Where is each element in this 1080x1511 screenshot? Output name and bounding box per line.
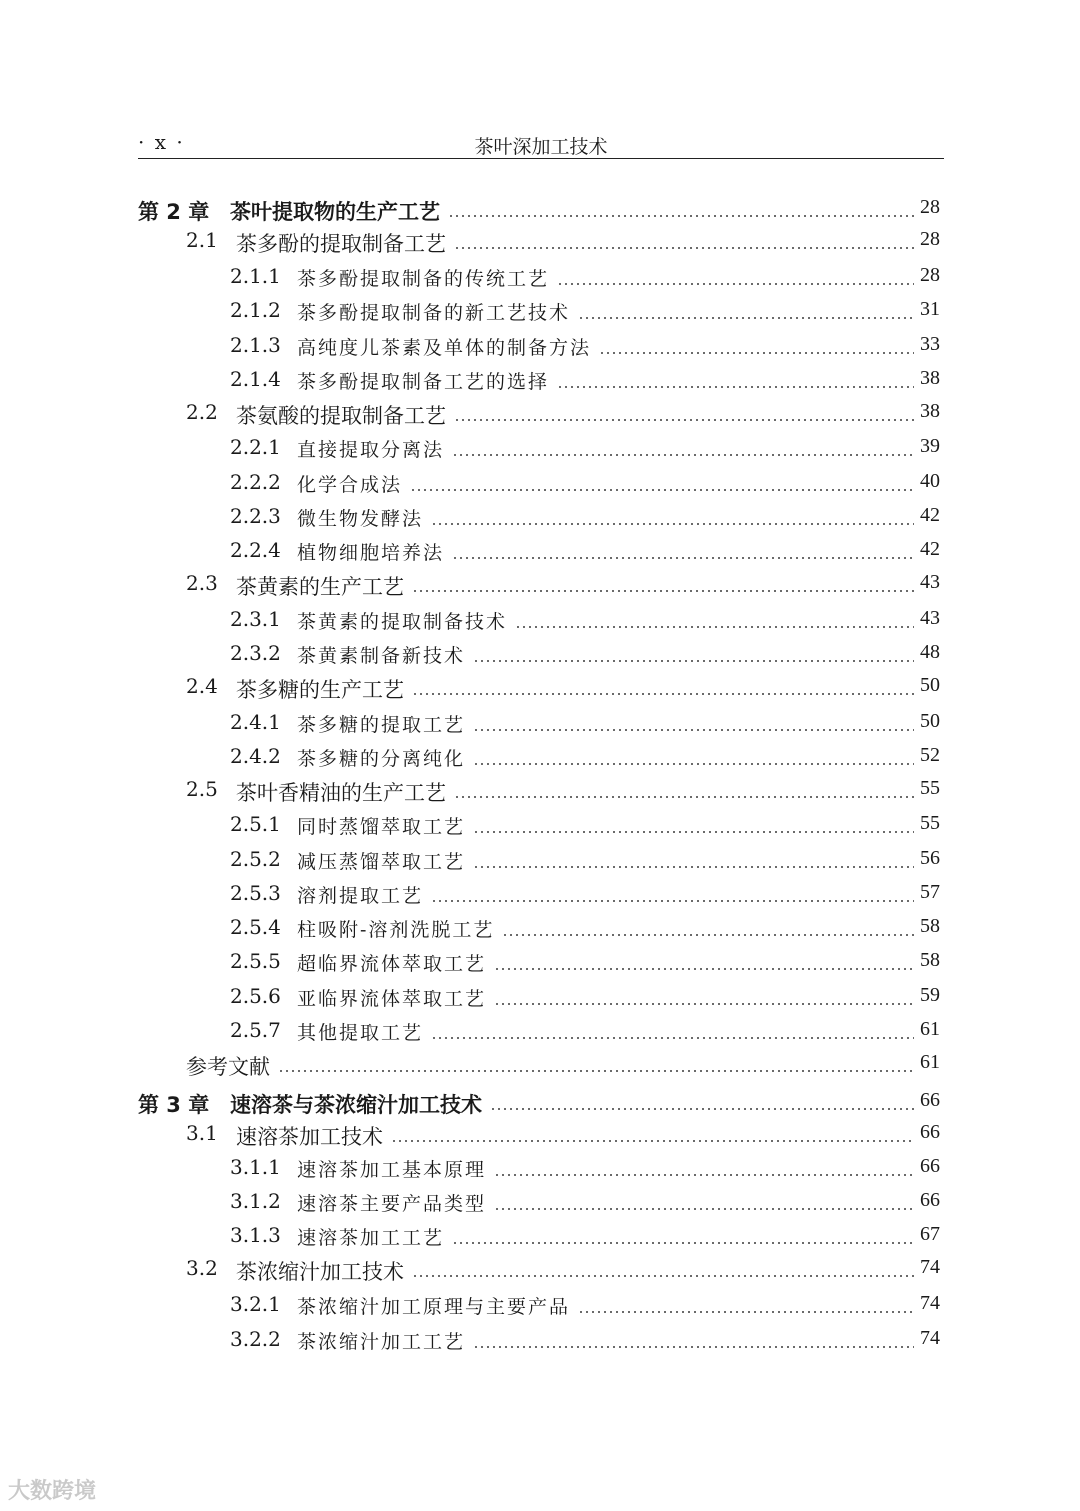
dot-leader bbox=[494, 1208, 914, 1210]
toc-entry[interactable] bbox=[0, 367, 1080, 397]
dot-leader bbox=[578, 1311, 914, 1313]
toc-entry-number: 3.1 bbox=[186, 1121, 218, 1145]
toc-entry-page: 66 bbox=[920, 1089, 940, 1111]
toc-entry-title: 茶叶香精油的生产工艺 bbox=[236, 781, 446, 805]
toc-entry-page: 50 bbox=[920, 674, 940, 696]
toc-entry-page: 58 bbox=[920, 915, 940, 937]
toc-entry[interactable] bbox=[0, 538, 1080, 568]
toc-entry-title: 茶黄素的提取制备技术 bbox=[297, 611, 508, 633]
dot-leader bbox=[452, 454, 914, 456]
toc-entry-number: 2.2 bbox=[186, 400, 218, 424]
dot-leader bbox=[452, 557, 914, 559]
toc-entry[interactable] bbox=[0, 607, 1080, 637]
toc-entry-page: 66 bbox=[920, 1121, 940, 1143]
toc-entry[interactable] bbox=[0, 881, 1080, 911]
toc-entry-title: 同时蒸馏萃取工艺 bbox=[297, 816, 466, 838]
toc-entry-page: 43 bbox=[920, 571, 940, 593]
toc-entry-number: 2.2.3 bbox=[230, 504, 281, 528]
dot-leader bbox=[473, 1346, 914, 1348]
toc-entry-number: 2.5.3 bbox=[230, 881, 281, 905]
toc-entry[interactable] bbox=[0, 264, 1080, 294]
toc-entry-title: 直接提取分离法 bbox=[297, 439, 445, 461]
toc-entry-title: 茶黄素制备新技术 bbox=[297, 645, 466, 667]
toc-entry-page: 67 bbox=[920, 1223, 940, 1245]
toc-entry-number: 3.2.1 bbox=[230, 1292, 281, 1316]
dot-leader bbox=[448, 215, 914, 217]
toc-entry-title: 茶多酚提取制备工艺的选择 bbox=[297, 371, 550, 393]
toc-entry-page: 58 bbox=[920, 949, 940, 971]
page-number: · x · bbox=[138, 130, 185, 154]
toc-entry-page: 57 bbox=[920, 881, 940, 903]
toc-entry[interactable] bbox=[0, 847, 1080, 877]
toc-entry-number: 2.3 bbox=[186, 571, 218, 595]
toc-entry-number: 3.2.2 bbox=[230, 1327, 281, 1351]
toc-entry-page: 43 bbox=[920, 607, 940, 629]
toc-entry-page: 31 bbox=[920, 298, 940, 320]
toc-entry[interactable] bbox=[0, 1089, 1080, 1119]
toc-entry-title: 茶浓缩汁加工技术 bbox=[236, 1260, 404, 1284]
toc-entry-number: 2.5.7 bbox=[230, 1018, 281, 1042]
toc-entry-page: 61 bbox=[920, 1051, 940, 1073]
toc-entry[interactable] bbox=[0, 1018, 1080, 1048]
toc-entry[interactable] bbox=[0, 470, 1080, 500]
toc-entry-number: 2.3.2 bbox=[230, 641, 281, 665]
toc-entry[interactable] bbox=[0, 504, 1080, 534]
toc-entry-number: 2.2.2 bbox=[230, 470, 281, 494]
toc-entry-page: 55 bbox=[920, 777, 940, 799]
dot-leader bbox=[599, 352, 914, 354]
dot-leader bbox=[490, 1108, 914, 1110]
dot-leader bbox=[431, 523, 914, 525]
dot-leader bbox=[412, 590, 914, 592]
dot-leader bbox=[494, 968, 914, 970]
toc-entry-title: 速溶茶与茶浓缩汁加工技术 bbox=[230, 1093, 482, 1117]
dot-leader bbox=[473, 763, 914, 765]
toc-entry-title: 溶剂提取工艺 bbox=[297, 885, 424, 907]
running-header bbox=[138, 128, 944, 159]
toc-entry[interactable] bbox=[0, 1327, 1080, 1357]
dot-leader bbox=[431, 1037, 914, 1039]
dot-leader bbox=[473, 660, 914, 662]
toc-entry-title: 植物细胞培养法 bbox=[297, 542, 445, 564]
toc-entry-page: 74 bbox=[920, 1292, 940, 1314]
dot-leader bbox=[473, 729, 914, 731]
dot-leader bbox=[391, 1140, 914, 1142]
toc-entry-title: 参考文献 bbox=[186, 1055, 270, 1079]
dot-leader bbox=[452, 1242, 914, 1244]
dot-leader bbox=[412, 693, 914, 695]
toc-entry-number: 2.3.1 bbox=[230, 607, 281, 631]
toc-entry-title: 速溶茶加工技术 bbox=[236, 1125, 383, 1149]
toc-entry-page: 56 bbox=[920, 847, 940, 869]
toc-entry-title: 柱吸附-溶剂洗脱工艺 bbox=[297, 919, 495, 941]
toc-entry-title: 茶多糖的生产工艺 bbox=[236, 678, 404, 702]
toc-entry-title: 速溶茶加工工艺 bbox=[297, 1227, 445, 1249]
toc-entry-number: 2.1.3 bbox=[230, 333, 281, 357]
toc-entry-page: 74 bbox=[920, 1256, 940, 1278]
toc-entry-number: 3.2 bbox=[186, 1256, 218, 1280]
dot-leader bbox=[410, 489, 914, 491]
toc-entry-page: 39 bbox=[920, 435, 940, 457]
toc-entry-page: 38 bbox=[920, 367, 940, 389]
toc-entry[interactable] bbox=[0, 984, 1080, 1014]
dot-leader bbox=[454, 796, 914, 798]
dot-leader bbox=[431, 900, 914, 902]
toc-entry-title: 茶多酚提取制备的传统工艺 bbox=[297, 268, 550, 290]
dot-leader bbox=[278, 1070, 914, 1072]
toc-entry[interactable] bbox=[0, 777, 1080, 807]
toc-entry-page: 59 bbox=[920, 984, 940, 1006]
dot-leader bbox=[473, 831, 914, 833]
toc-entry-page: 38 bbox=[920, 400, 940, 422]
toc-entry-number: 2.4 bbox=[186, 674, 218, 698]
toc-entry[interactable] bbox=[0, 196, 1080, 226]
dot-leader bbox=[502, 934, 914, 936]
toc-entry-number: 2.5.5 bbox=[230, 949, 281, 973]
toc-entry[interactable] bbox=[0, 812, 1080, 842]
toc-entry-title: 茶黄素的生产工艺 bbox=[236, 575, 404, 599]
toc-entry-title: 其他提取工艺 bbox=[297, 1022, 424, 1044]
toc-entry-title: 超临界流体萃取工艺 bbox=[297, 953, 487, 975]
toc-entry-title: 亚临界流体萃取工艺 bbox=[297, 988, 487, 1010]
toc-entry-number: 2.5.1 bbox=[230, 812, 281, 836]
toc-entry-number: 2.4.2 bbox=[230, 744, 281, 768]
toc-entry-page: 50 bbox=[920, 710, 940, 732]
dot-leader bbox=[515, 626, 914, 628]
toc-entry[interactable] bbox=[0, 915, 1080, 945]
toc-entry[interactable] bbox=[0, 1121, 1080, 1151]
toc-entry-title: 茶多酚的提取制备工艺 bbox=[236, 232, 446, 256]
toc-entry-number: 2.2.1 bbox=[230, 435, 281, 459]
toc-entry[interactable] bbox=[0, 1155, 1080, 1185]
toc-entry-title: 微生物发酵法 bbox=[297, 508, 424, 530]
toc-entry-title: 速溶茶主要产品类型 bbox=[297, 1193, 487, 1215]
dot-leader bbox=[494, 1174, 914, 1176]
dot-leader bbox=[454, 419, 914, 421]
toc-entry[interactable] bbox=[0, 400, 1080, 430]
toc-entry[interactable] bbox=[0, 1223, 1080, 1253]
toc-entry-title: 茶叶提取物的生产工艺 bbox=[230, 200, 440, 224]
toc-entry[interactable] bbox=[0, 949, 1080, 979]
toc-entry-title: 化学合成法 bbox=[297, 474, 403, 496]
toc-entry-title: 茶浓缩汁加工原理与主要产品 bbox=[297, 1296, 571, 1318]
toc-entry-number: 2.5 bbox=[186, 777, 218, 801]
dot-leader bbox=[473, 866, 914, 868]
toc-entry-page: 28 bbox=[920, 196, 940, 218]
toc-entry-number: 2.1.2 bbox=[230, 298, 281, 322]
toc-entry[interactable] bbox=[0, 1051, 1080, 1081]
toc-entry-title: 茶多糖的提取工艺 bbox=[297, 714, 466, 736]
toc-entry[interactable] bbox=[0, 298, 1080, 328]
toc-entry-number: 3.1.2 bbox=[230, 1189, 281, 1213]
toc-entry-title: 高纯度儿茶素及单体的制备方法 bbox=[297, 337, 592, 359]
toc-entry-number: 2.5.6 bbox=[230, 984, 281, 1008]
toc-entry[interactable] bbox=[0, 641, 1080, 671]
toc-entry-number: 2.5.4 bbox=[230, 915, 281, 939]
toc-entry-title: 茶多糖的分离纯化 bbox=[297, 748, 466, 770]
toc-entry-page: 61 bbox=[920, 1018, 940, 1040]
toc-entry-title: 茶氨酸的提取制备工艺 bbox=[236, 404, 446, 428]
toc-entry[interactable] bbox=[0, 710, 1080, 740]
toc-entry-title: 速溶茶加工基本原理 bbox=[297, 1159, 487, 1181]
dot-leader bbox=[557, 283, 914, 285]
toc-entry-number: 2.1.4 bbox=[230, 367, 281, 391]
toc-entry[interactable] bbox=[0, 1256, 1080, 1286]
dot-leader bbox=[578, 317, 914, 319]
toc-entry[interactable] bbox=[0, 674, 1080, 704]
toc-entry[interactable] bbox=[0, 1292, 1080, 1322]
toc-entry[interactable] bbox=[0, 744, 1080, 774]
toc-entry-page: 28 bbox=[920, 264, 940, 286]
toc-entry[interactable] bbox=[0, 571, 1080, 601]
toc-entry-page: 28 bbox=[920, 228, 940, 250]
toc-entry-number: 3.1.1 bbox=[230, 1155, 281, 1179]
toc-entry-number: 2.2.4 bbox=[230, 538, 281, 562]
dot-leader bbox=[494, 1003, 914, 1005]
toc-entry-number: 第 3 章 bbox=[138, 1093, 210, 1117]
toc-entry-page: 42 bbox=[920, 538, 940, 560]
toc-entry-number: 第 2 章 bbox=[138, 200, 210, 224]
toc-entry-title: 减压蒸馏萃取工艺 bbox=[297, 851, 466, 873]
dot-leader bbox=[454, 247, 914, 249]
toc-entry-number: 2.5.2 bbox=[230, 847, 281, 871]
toc-entry-page: 66 bbox=[920, 1155, 940, 1177]
toc-entry[interactable] bbox=[0, 333, 1080, 363]
toc-entry-page: 74 bbox=[920, 1327, 940, 1349]
toc-entry[interactable] bbox=[0, 228, 1080, 258]
toc-entry-title: 茶多酚提取制备的新工艺技术 bbox=[297, 302, 571, 324]
toc-entry-page: 52 bbox=[920, 744, 940, 766]
toc-entry-number: 2.1.1 bbox=[230, 264, 281, 288]
toc-entry-page: 55 bbox=[920, 812, 940, 834]
toc-entry-number: 2.4.1 bbox=[230, 710, 281, 734]
toc-entry-page: 40 bbox=[920, 470, 940, 492]
watermark-logo: 大数跨境 bbox=[8, 1479, 97, 1504]
book-title: 茶叶深加工技术 bbox=[474, 136, 608, 158]
toc-entry[interactable] bbox=[0, 435, 1080, 465]
toc-entry-page: 48 bbox=[920, 641, 940, 663]
dot-leader bbox=[557, 386, 914, 388]
toc-entry-page: 42 bbox=[920, 504, 940, 526]
toc-entry-page: 33 bbox=[920, 333, 940, 355]
toc-entry-number: 3.1.3 bbox=[230, 1223, 281, 1247]
dot-leader bbox=[412, 1275, 914, 1277]
toc-entry-number: 2.1 bbox=[186, 228, 218, 252]
toc-entry[interactable] bbox=[0, 1189, 1080, 1219]
toc-entry-title: 茶浓缩汁加工工艺 bbox=[297, 1331, 466, 1353]
toc-entry-page: 66 bbox=[920, 1189, 940, 1211]
